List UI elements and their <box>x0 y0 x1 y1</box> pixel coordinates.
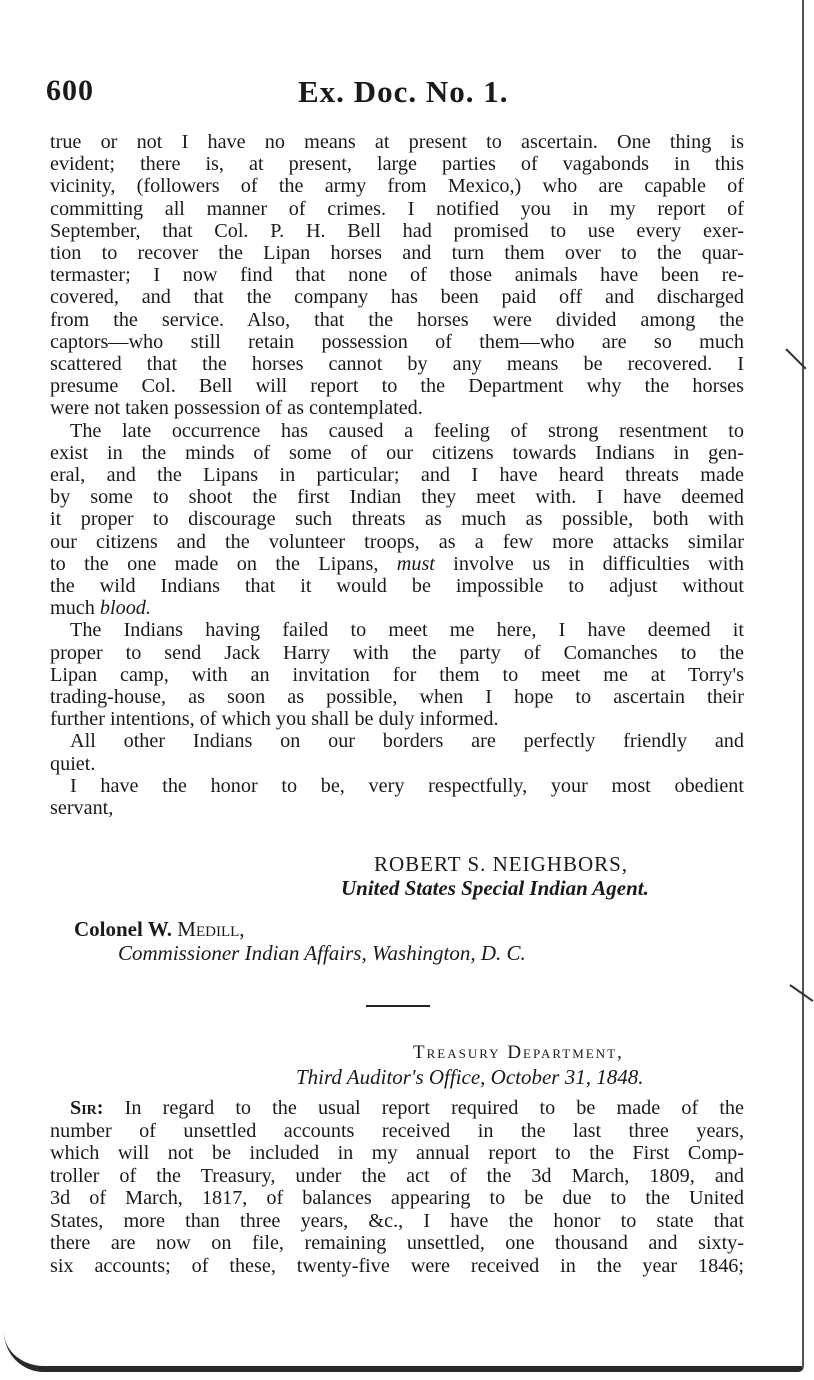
text-segment: to the one made on the Lipans, <box>50 552 379 575</box>
text-line: Lipan camp, with an invitation for them to meet me at Torry's <box>50 663 744 686</box>
text-segment: much <box>50 597 95 620</box>
text-line: which will not be included in my annual report to the First Comp- <box>50 1142 744 1164</box>
addressee-name <box>74 917 245 942</box>
text-line: by some to shoot the first Indian they meet with. I have deemed <box>50 486 744 509</box>
text-line: six accounts; of these, twenty-five were received in the year 1846; <box>50 1254 744 1277</box>
text-line: our citizens and the volunteer troops, as a few more attacks similar <box>50 530 744 553</box>
text-line: The late occurrence has caused a feeling of strong resentment to <box>70 419 744 442</box>
paragraph-5 <box>50 775 744 819</box>
text-line: tion to recover the Lipan horses and turn them over to the quar- <box>50 242 744 265</box>
text-line: States, more than three years, &c., I have the honor to state that <box>50 1209 744 1232</box>
addressee-rank: Colonel W. <box>74 917 173 941</box>
text-line: I have the honor to be, very respectfully, your most obedient <box>70 774 744 797</box>
text-line: covered, and that the company has been paid off and discharged <box>50 286 744 309</box>
text-line: proper to send Jack Harry with the party of Comanches to the <box>50 641 744 664</box>
text-line: from the service. Also, that the horses were divided among the <box>50 308 744 331</box>
text-line: evident; there is, at present, large parties of vagabonds in this <box>50 153 744 176</box>
signature-title: United States Special Indian Agent. <box>341 876 649 900</box>
text-line: number of unsettled accounts received in the last three years, <box>50 1119 744 1142</box>
office-dateline: Third Auditor's Office, October 31, 1848. <box>296 1065 644 1089</box>
department-heading: Treasury Department, <box>413 1042 624 1063</box>
text-line: servant, <box>50 797 114 820</box>
text-line: September, that Col. P. H. Bell had promised to use every exer- <box>50 219 744 242</box>
text-line: captors—who still retain possession of them—who are so much <box>50 330 744 353</box>
text-line: termaster; I now find that none of those animals have been re- <box>50 264 744 287</box>
text-line: exist in the minds of some of our citizens towards Indians in gen- <box>50 441 744 464</box>
paragraph-4 <box>50 730 744 774</box>
text-line: troller of the Treasury, under the act of the 3d March, 1809, and <box>50 1164 744 1187</box>
salutation: Sir: <box>70 1097 104 1119</box>
text-segment: In regard to the usual report required to be made of the <box>103 1097 744 1119</box>
text-line: scattered that the horses cannot by any means be recovered. I <box>50 353 744 376</box>
text-line: 3d of March, 1817, of balances appearing to be due to the United <box>50 1187 744 1209</box>
text-line: All other Indians on our borders are perfectly friendly and <box>70 730 744 753</box>
text-segment: involve us in difficulties with <box>434 552 745 575</box>
text-line: trading-house, as soon as possible, when I hope to ascertain their <box>50 686 744 709</box>
paragraph-3 <box>50 619 744 730</box>
text-line <box>50 597 744 619</box>
text-line: were not taken possession of as contemplated. <box>50 397 423 420</box>
addressee-title: Commissioner Indian Affairs, Washington, D. C. <box>118 941 526 965</box>
page-number: 600 <box>46 74 94 107</box>
text-line: The Indians having failed to meet me here, I have deemed it <box>70 619 744 642</box>
running-head: Ex. Doc. No. 1. <box>298 74 509 109</box>
text-line: presume Col. Bell will report to the Department why the horses <box>50 375 744 398</box>
signature-name: ROBERT S. NEIGHBORS, <box>374 852 629 876</box>
paragraph-2 <box>50 420 744 620</box>
text-line: further intentions, of which you shall be duly informed. <box>50 708 499 731</box>
paragraph-1 <box>50 131 744 420</box>
section-divider <box>366 1005 430 1007</box>
text-line <box>50 1097 744 1120</box>
text-line <box>50 553 744 575</box>
text-line: the wild Indians that it would be impossible to adjust without <box>50 575 744 598</box>
italic-word: must <box>396 552 435 575</box>
addressee-surname: Medill, <box>177 917 245 941</box>
text-line: committing all manner of crimes. I notified you in my report of <box>50 197 744 220</box>
text-line: it proper to discourage such threats as much as possible, both with <box>50 508 744 531</box>
italic-word: blood. <box>99 597 151 620</box>
text-line: eral, and the Lipans in particular; and I have heard threats made <box>50 464 744 487</box>
page-header <box>46 74 746 114</box>
text-line: there are now on file, remaining unsettled, one thousand and sixty- <box>50 1232 744 1254</box>
letter-body <box>50 131 744 819</box>
letter2-body <box>50 1097 744 1277</box>
text-line: vicinity, (followers of the army from Mexico,) who are capable of <box>50 175 744 198</box>
text-line: quiet. <box>50 752 96 775</box>
text-line: true or not I have no means at present to ascertain. One thing is <box>50 131 744 153</box>
